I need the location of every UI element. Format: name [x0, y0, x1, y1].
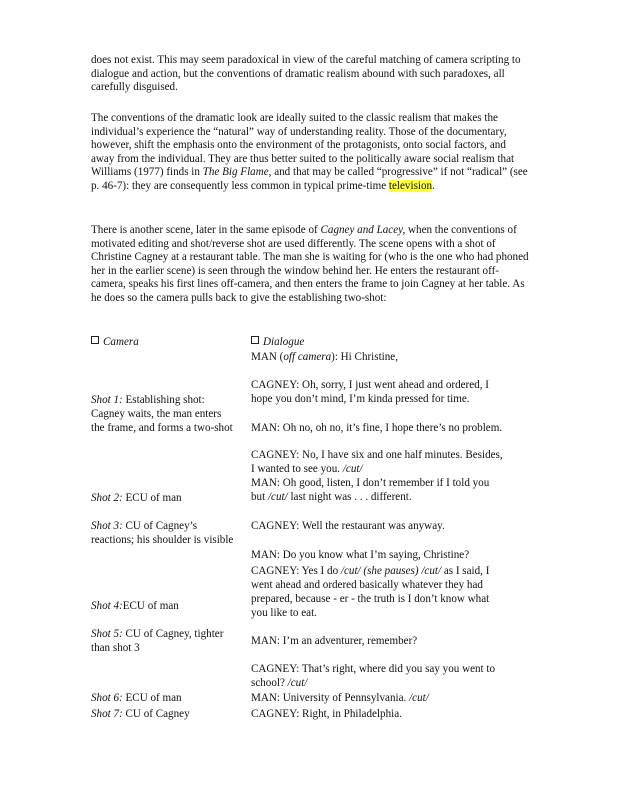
shot-label: Shot 1:	[91, 394, 123, 406]
paragraph-3	[91, 224, 531, 306]
shot-text: ECU of man	[122, 492, 182, 504]
shot-2-description	[91, 492, 182, 506]
dialogue-italic: /cut/	[342, 463, 363, 475]
shot-label: Shot 2:	[91, 492, 123, 504]
shot-5-description-line: than shot 3	[91, 642, 140, 654]
dialogue-line	[251, 692, 429, 706]
dialogue-text: MAN (	[251, 351, 284, 363]
dialogue-line: MAN: Do you know what I’m saying, Christine?	[251, 549, 470, 561]
checkbox-icon	[251, 336, 259, 344]
paragraph-3-text-c: when the conventions of motivated editing and shot/reverse shot are used differently. The scene opens with a shot of Christine Cagney at a restaurant table. The man she is waiting for (who is the one who had phoned her in the earlier scene) is seen through the window behind her. He enters the restaurant off-camera, speaks his first lines off-camera, and then enters the frame to join Cagney at her table. As he does so the camera pulls back to give the establishing two-shot:	[91, 224, 529, 304]
shot-1-description-line: the frame, and forms a two-shot	[91, 422, 233, 434]
dialogue-text: ): Hi Christine,	[331, 351, 398, 363]
shot-7-description	[91, 708, 190, 722]
shot-3-description-line: reactions; his shoulder is visible	[91, 534, 234, 546]
dialogue-column-header	[251, 336, 304, 350]
shot-label: Shot 4:	[91, 600, 123, 612]
shot-text: ECU of man	[122, 692, 182, 704]
shot-label: Shot 5:	[91, 628, 123, 640]
dialogue-italic: off camera	[283, 351, 332, 363]
shot-4-description	[91, 600, 179, 614]
dialogue-line: CAGNEY: Oh, sorry, I just went ahead and ordered, I	[251, 379, 489, 391]
shot-1-description	[91, 394, 205, 408]
dialogue-line: hope you don’t mind, I’m kinda pressed for time.	[251, 393, 470, 405]
dialogue-text: CAGNEY: Yes I do	[251, 565, 341, 577]
highlighted-word: television	[388, 179, 433, 192]
dialogue-italic: /cut/	[287, 677, 308, 689]
dialogue-line: MAN: I’m an adventurer, remember?	[251, 635, 418, 647]
dialogue-text: last night was . . . different.	[287, 491, 412, 503]
big-flame-title: The Big Flame,	[202, 166, 272, 179]
cagney-lacey-title: Cagney and Lacey,	[320, 224, 406, 236]
shot-label: Shot 6:	[91, 692, 123, 704]
dialogue-italic: /cut/ (she pauses) /cut/	[340, 565, 442, 577]
paragraph-2-text-c: and that may be called “progressive” if not “radical” (see p. 46-7): they are consequently less common in typical prime-time	[91, 166, 528, 192]
shot-1-description-line: Cagney waits, the man enters	[91, 408, 222, 420]
shot-text: Establishing shot:	[122, 394, 205, 406]
paragraph-2-text-d: .	[432, 179, 435, 192]
camera-header-label: Camera	[103, 336, 139, 348]
shot-6-description	[91, 692, 182, 706]
paragraph-1-text: does not exist. This may seem paradoxical in view of the careful matching of camera scripting to dialogue and action, but the conventions of dramatic realism abound with such paradoxes, all carefully disguised.	[91, 54, 521, 94]
dialogue-line	[251, 677, 307, 691]
dialogue-italic: /cut/	[267, 491, 288, 503]
shot-text: CU of Cagney	[122, 708, 190, 720]
dialogue-italic: /cut/	[409, 692, 429, 704]
dialogue-text: as I said, I	[441, 565, 490, 577]
paragraph-3-text-a: There is another scene, later in the same episode of	[91, 224, 321, 236]
paragraph-2	[91, 112, 531, 194]
shot-text: ECU of man	[122, 600, 179, 612]
dialogue-line: CAGNEY: Right, in Philadelphia.	[251, 708, 402, 720]
dialogue-text: but	[251, 491, 268, 503]
dialogue-line: CAGNEY: Well the restaurant was anyway.	[251, 520, 445, 532]
dialogue-line: you like to eat.	[251, 607, 317, 619]
dialogue-line: CAGNEY: No, I have six and one half minutes. Besides,	[251, 449, 503, 461]
dialogue-text: MAN: University of Pennsylvania.	[251, 692, 410, 704]
dialogue-line: CAGNEY: That’s right, where did you say you went to	[251, 663, 496, 675]
dialogue-line: went ahead and ordered basically whatever they had	[251, 579, 483, 591]
shot-label: Shot 7:	[91, 708, 123, 720]
paragraph-2-text-a: The conventions of the dramatic look are ideally suited to the classic realism that makes the individual’s experience the “natural” way of understanding reality. Those of the documentary, however, shift the emphasis onto the environment of the protagonists, onto social factors, and away from the individual. They are thus better suited to the politically aware social realism that Williams (1977) finds in	[91, 112, 515, 179]
shot-5-description	[91, 628, 223, 642]
shot-text: CU of Cagney’s	[122, 520, 198, 532]
checkbox-icon	[91, 336, 99, 344]
dialogue-line	[251, 351, 398, 365]
dialogue-line	[251, 565, 489, 579]
dialogue-header-label: Dialogue	[263, 336, 305, 348]
shot-label: Shot 3:	[91, 520, 123, 532]
dialogue-line	[251, 463, 363, 477]
dialogue-line: prepared, because - er - the truth is I don’t know what	[251, 593, 490, 605]
camera-column-header	[91, 336, 139, 350]
paragraph-1	[91, 54, 531, 95]
dialogue-line: MAN: Oh good, listen, I don’t remember if I told you	[251, 477, 490, 489]
dialogue-text: school?	[251, 677, 288, 689]
shot-text: CU of Cagney, tighter	[122, 628, 224, 640]
dialogue-line: MAN: Oh no, oh no, it’s fine, I hope there’s no problem.	[251, 422, 503, 434]
dialogue-line	[251, 491, 412, 505]
dialogue-text: I wanted to see you.	[251, 463, 343, 475]
shot-3-description	[91, 520, 197, 534]
